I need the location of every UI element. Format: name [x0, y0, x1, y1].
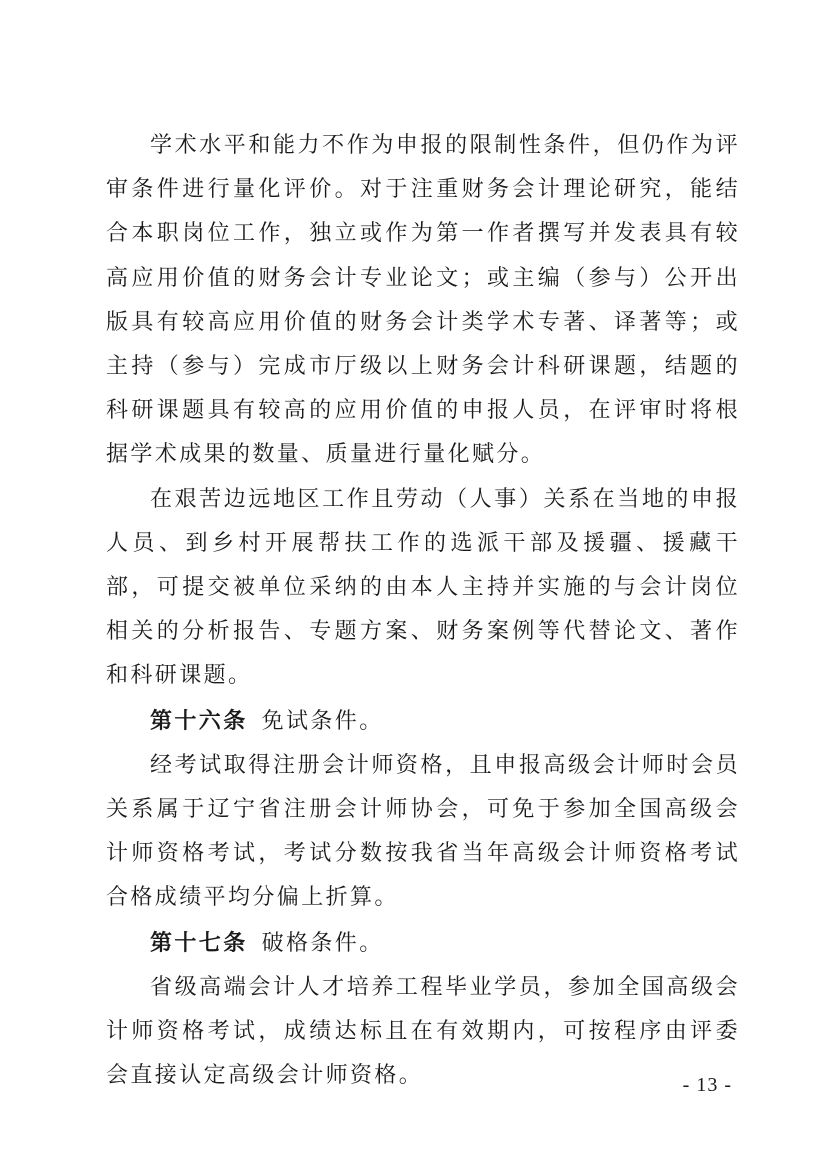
article-17-number: 第十七条 [150, 929, 248, 956]
page-number: - 13 - [682, 1074, 732, 1096]
article-16-title: 免试条件。 [261, 708, 384, 734]
paragraph-exceptional-promotion: 省级高端会计人才培养工程毕业学员，参加全国高级会计师资格考试，成绩达标且在有效期内，可按程序由评委会直接认定高级会计师资格。 [106, 974, 740, 1089]
paragraph-exam-exemption: 经考试取得注册会计师资格，且申报高级会计师时会员关系属于辽宁省注册会计师协会，可免于参加全国高级会计师资格考试，考试分数按我省当年高级会计师资格考试合格成绩平均分偏上折算。 [106, 752, 740, 911]
paragraph-remote-areas: 在艰苦边远地区工作且劳动（人事）关系在当地的申报人员、到乡村开展帮扶工作的选派干部及援疆、援藏干部，可提交被单位采纳的由本人主持并实施的与会计岗位相关的分析报告、专题方案、财务案例等代替论文、著作和科研课题。 [106, 486, 740, 689]
article-16-heading-line [106, 699, 740, 744]
article-16-number: 第十六条 [150, 707, 248, 734]
article-17-heading-line [106, 921, 740, 966]
article-17-title: 破格条件。 [261, 930, 384, 956]
document-body [106, 124, 740, 1098]
paragraph-academic-level: 学术水平和能力不作为申报的限制性条件，但仍作为评审条件进行量化评价。对于注重财务会计理论研究，能结合本职岗位工作，独立或作为第一作者撰写并发表具有较高应用价值的财务会计专业论文；或主编（参与）公开出版具有较高应用价值的财务会计类学术专著、译著等；或主持（参与）完成市厅级以上财务会计科研课题，结题的科研课题具有较高的应用价值的申报人员，在评审时将根据学术成果的数量、质量进行量化赋分。 [106, 133, 740, 468]
